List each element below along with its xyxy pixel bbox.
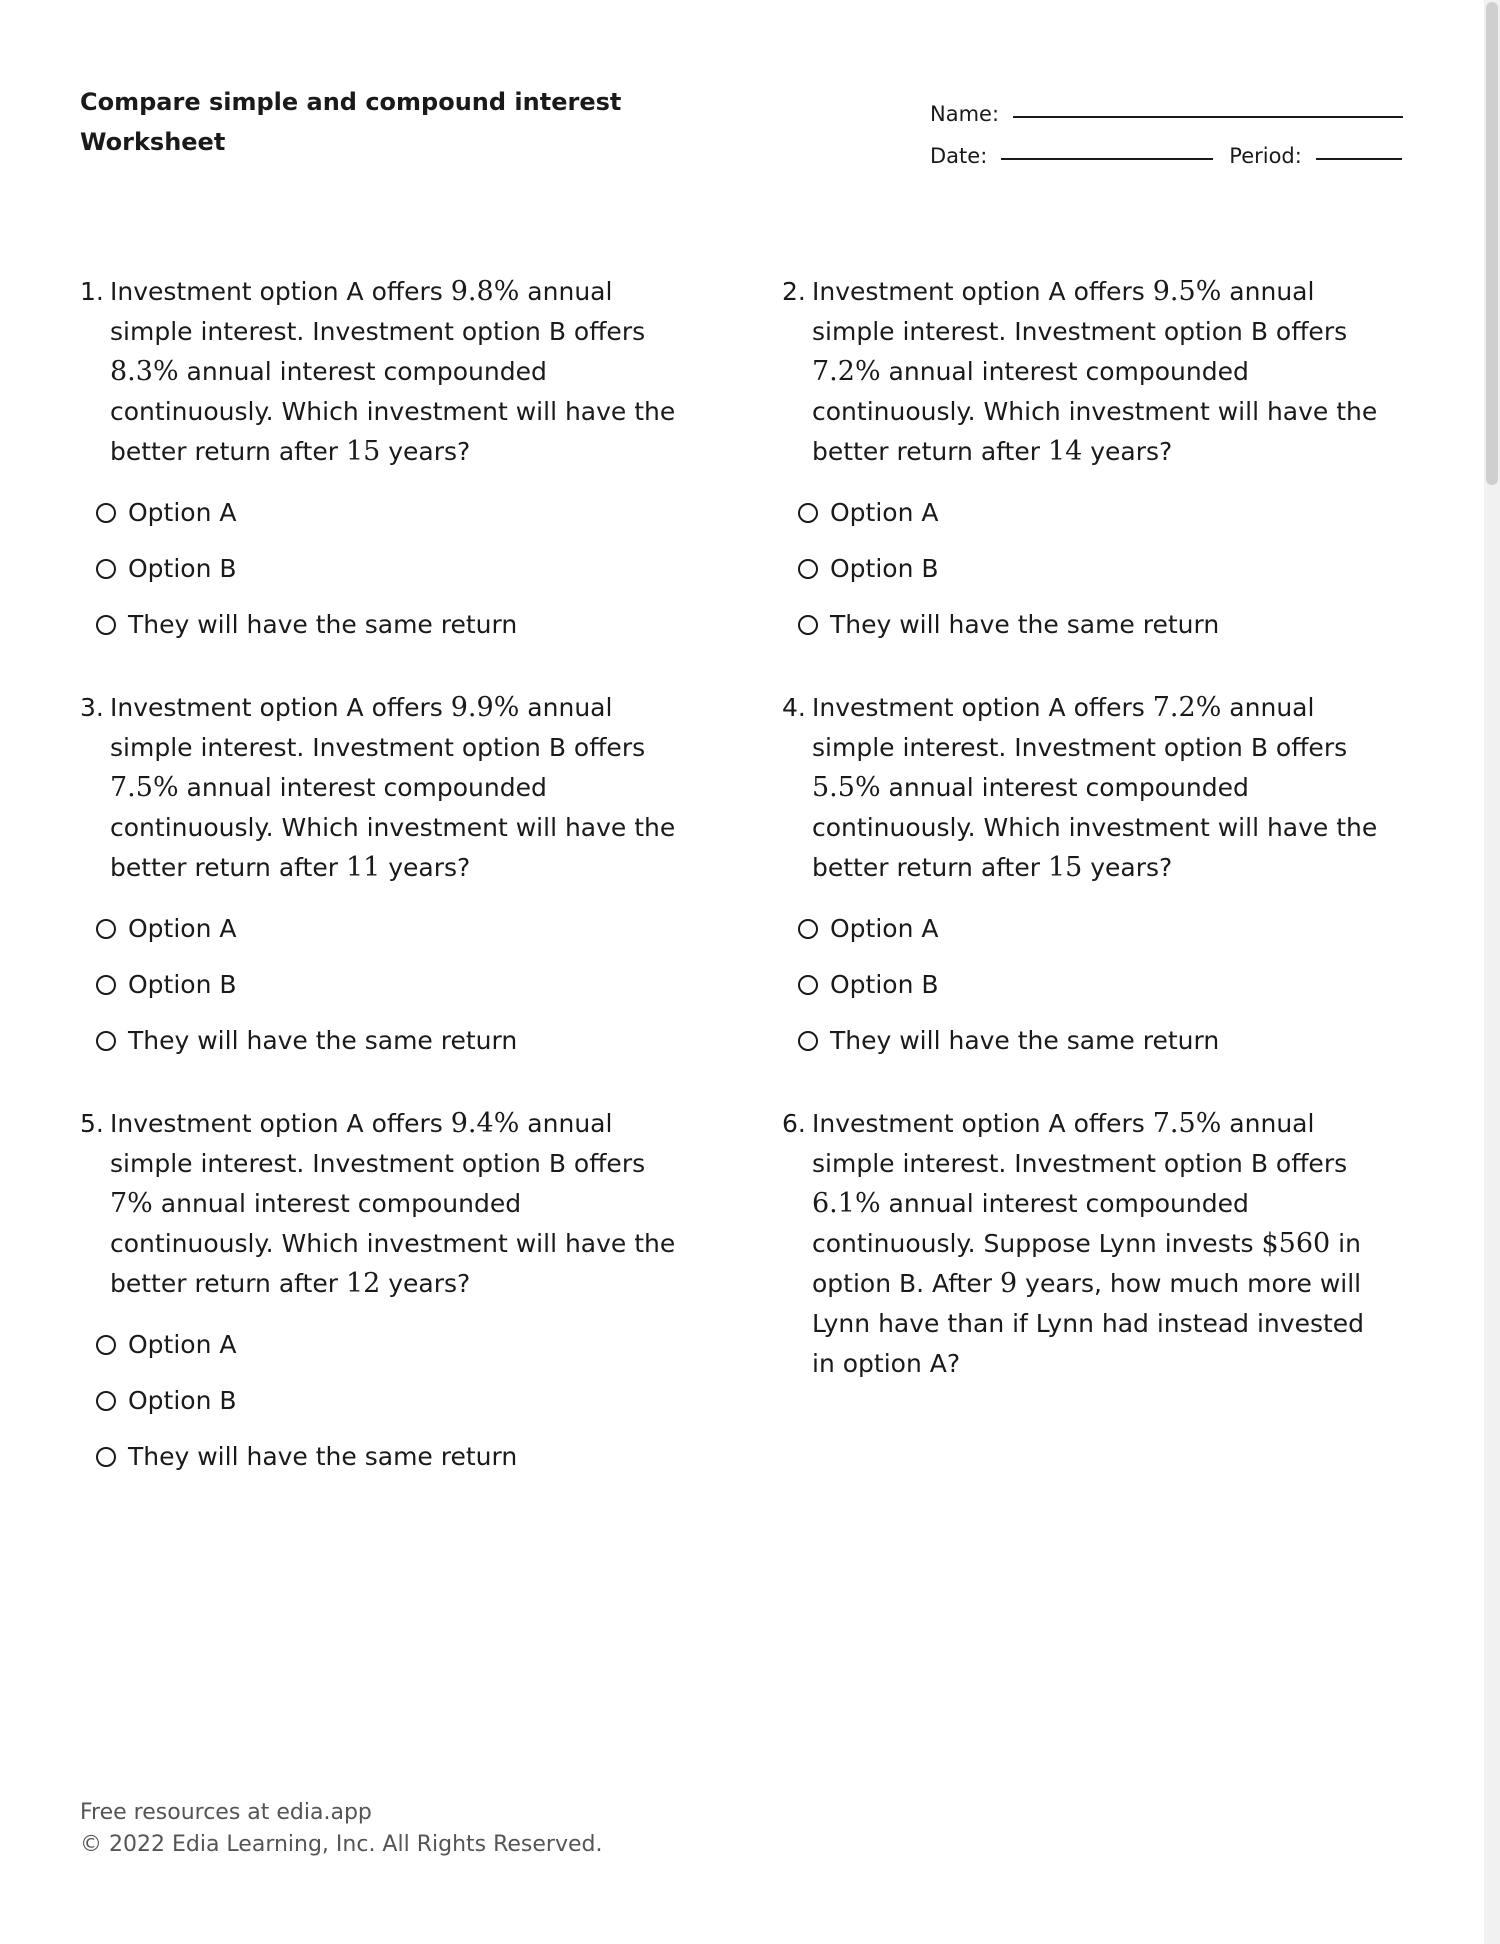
math-value: 7.5% — [1152, 1108, 1222, 1139]
answer-option-label: They will have the same return — [128, 610, 518, 639]
problem-5 — [80, 1104, 782, 1520]
problem-stem — [80, 272, 702, 472]
math-value: 15 — [1047, 852, 1083, 883]
radio-button-icon[interactable] — [798, 975, 818, 995]
name-field-line[interactable] — [1013, 92, 1403, 118]
answer-option-label: Option A — [830, 914, 939, 943]
answer-option[interactable] — [798, 957, 1410, 1013]
radio-button-icon[interactable] — [798, 615, 818, 635]
footer-resources: Free resources at edia.app — [80, 1800, 372, 1825]
problem-number: 2. — [782, 277, 806, 306]
answer-option[interactable] — [798, 541, 1410, 597]
problem-text-segment: years? — [380, 1269, 471, 1298]
date-field-line[interactable] — [1001, 134, 1213, 160]
radio-button-icon[interactable] — [96, 1447, 116, 1467]
scrollbar-thumb[interactable] — [1486, 2, 1498, 485]
answer-option[interactable] — [96, 1013, 782, 1069]
problem-text — [812, 688, 1404, 888]
answer-option-label: Option B — [128, 1386, 237, 1415]
answer-option[interactable] — [96, 957, 782, 1013]
answer-option-label: They will have the same return — [128, 1026, 518, 1055]
problem-stem — [782, 688, 1404, 888]
scrollbar-track[interactable] — [1484, 0, 1500, 1944]
problem-text-segment: annual interest compounded continuously. Which investment will have the better return after — [110, 773, 676, 882]
radio-button-icon[interactable] — [96, 1391, 116, 1411]
math-value: 15 — [345, 436, 381, 467]
problem-text-segment: years, how much more will Lynn have than if Lynn had instead invested in option A? — [812, 1269, 1365, 1378]
title-block — [80, 82, 621, 162]
radio-button-icon[interactable] — [96, 919, 116, 939]
problem-text-segment: annual simple interest. Investment option B offers — [812, 277, 1348, 346]
radio-button-icon[interactable] — [96, 975, 116, 995]
math-value: 7% — [110, 1188, 153, 1219]
answer-option[interactable] — [798, 1013, 1410, 1069]
problem-text-segment: years? — [380, 437, 471, 466]
problem-number: 1. — [80, 277, 104, 306]
problem-6 — [782, 1104, 1410, 1520]
problem-1 — [80, 272, 782, 688]
answer-options — [80, 1317, 782, 1485]
problem-number: 5. — [80, 1109, 104, 1138]
problem-text-segment: years? — [380, 853, 471, 882]
math-value: 9.4% — [450, 1108, 520, 1139]
math-value: 6.1% — [812, 1188, 881, 1219]
answer-option-label: Option B — [830, 970, 939, 999]
answer-option-label: Option A — [128, 498, 237, 527]
math-value: 12 — [345, 1268, 381, 1299]
radio-button-icon[interactable] — [798, 919, 818, 939]
math-value: 8.3% — [110, 356, 179, 387]
answer-option[interactable] — [96, 597, 782, 653]
radio-button-icon[interactable] — [96, 615, 116, 635]
problem-text-segment: annual simple interest. Investment option B offers — [110, 1109, 646, 1178]
math-value: 7.5% — [110, 772, 179, 803]
answer-options — [80, 901, 782, 1069]
problem-text-segment: Investment option A offers — [110, 1109, 451, 1138]
answer-option[interactable] — [96, 1317, 782, 1373]
problem-text-segment: Investment option A offers — [812, 693, 1153, 722]
name-row — [930, 88, 1406, 130]
problem-text — [110, 1104, 702, 1304]
worksheet-subtitle: Worksheet — [80, 128, 226, 156]
answer-option-label: Option B — [128, 554, 237, 583]
math-value: $560 — [1261, 1228, 1331, 1259]
problem-text-segment: years? — [1082, 853, 1173, 882]
math-value: 11 — [345, 852, 381, 883]
answer-option[interactable] — [96, 485, 782, 541]
problem-text-segment: Investment option A offers — [110, 693, 451, 722]
answer-option-label: Option B — [830, 554, 939, 583]
answer-option[interactable] — [96, 901, 782, 957]
math-value: 9 — [1000, 1268, 1018, 1299]
math-value: 9.5% — [1152, 276, 1222, 307]
problem-stem — [80, 688, 702, 888]
answer-option[interactable] — [96, 1429, 782, 1485]
radio-button-icon[interactable] — [798, 1031, 818, 1051]
problem-stem — [80, 1104, 702, 1304]
math-value: 7.2% — [812, 356, 881, 387]
footer-copyright: © 2022 Edia Learning, Inc. All Rights Reserved. — [80, 1832, 603, 1857]
answer-options — [782, 901, 1410, 1069]
answer-option-label: They will have the same return — [128, 1442, 518, 1471]
answer-option-label: They will have the same return — [830, 610, 1220, 639]
answer-option-label: Option A — [128, 914, 237, 943]
problem-number: 3. — [80, 693, 104, 722]
answer-option[interactable] — [96, 1373, 782, 1429]
problem-3 — [80, 688, 782, 1104]
radio-button-icon[interactable] — [96, 1031, 116, 1051]
radio-button-icon[interactable] — [96, 503, 116, 523]
worksheet-title: Compare simple and compound interest — [80, 88, 622, 116]
answer-option-label: Option B — [128, 970, 237, 999]
answer-options — [782, 485, 1410, 653]
problem-number: 6. — [782, 1109, 806, 1138]
date-period-row — [930, 130, 1406, 172]
problem-stem — [782, 1104, 1404, 1384]
answer-option[interactable] — [798, 901, 1410, 957]
problem-4 — [782, 688, 1410, 1104]
answer-option[interactable] — [798, 597, 1410, 653]
period-field-line[interactable] — [1316, 134, 1402, 160]
problem-text — [110, 688, 702, 888]
math-value: 9.9% — [450, 692, 520, 723]
answer-option[interactable] — [798, 485, 1410, 541]
student-info — [930, 88, 1406, 172]
name-label: Name: — [930, 102, 1000, 126]
problem-text-segment: annual interest compounded continuously. Which investment will have the better return after — [110, 1189, 676, 1298]
period-label: Period: — [1229, 144, 1302, 168]
date-label: Date: — [930, 144, 988, 168]
problem-text-segment: annual simple interest. Investment option B offers — [812, 693, 1348, 762]
problem-text-segment: annual interest compounded continuously. Which investment will have the better return after — [812, 773, 1378, 882]
problem-2 — [782, 272, 1410, 688]
math-value: 14 — [1047, 436, 1083, 467]
problem-text-segment: annual simple interest. Investment option B offers — [110, 693, 646, 762]
problem-text-segment: annual simple interest. Investment option B offers — [110, 277, 646, 346]
footer — [80, 1797, 602, 1861]
radio-button-icon[interactable] — [96, 1335, 116, 1355]
problem-text — [812, 272, 1404, 472]
problem-text-segment: years? — [1082, 437, 1173, 466]
problem-number: 4. — [782, 693, 806, 722]
answer-option-label: Option A — [830, 498, 939, 527]
math-value: 5.5% — [812, 772, 881, 803]
problem-text — [812, 1104, 1404, 1384]
problems-grid — [80, 272, 1410, 1520]
problem-text-segment: annual interest compounded continuously. Which investment will have the better return after — [812, 357, 1378, 466]
answer-option[interactable] — [96, 541, 782, 597]
answer-options — [80, 485, 782, 653]
problem-text-segment: Investment option A offers — [812, 1109, 1153, 1138]
radio-button-icon[interactable] — [96, 559, 116, 579]
radio-button-icon[interactable] — [798, 559, 818, 579]
problem-text-segment: in option B. After — [812, 1229, 1361, 1298]
math-value: 9.8% — [450, 276, 520, 307]
problem-text-segment: annual interest compounded continuously. Suppose Lynn invests — [812, 1189, 1262, 1258]
problem-text-segment: annual simple interest. Investment option B offers — [812, 1109, 1348, 1178]
problem-stem — [782, 272, 1404, 472]
problem-text-segment: Investment option A offers — [812, 277, 1153, 306]
answer-option-label: They will have the same return — [830, 1026, 1220, 1055]
problem-text-segment: annual interest compounded continuously. Which investment will have the better return after — [110, 357, 676, 466]
problem-text-segment: Investment option A offers — [110, 277, 451, 306]
problem-text — [110, 272, 702, 472]
math-value: 7.2% — [1152, 692, 1222, 723]
answer-option-label: Option A — [128, 1330, 237, 1359]
radio-button-icon[interactable] — [798, 503, 818, 523]
